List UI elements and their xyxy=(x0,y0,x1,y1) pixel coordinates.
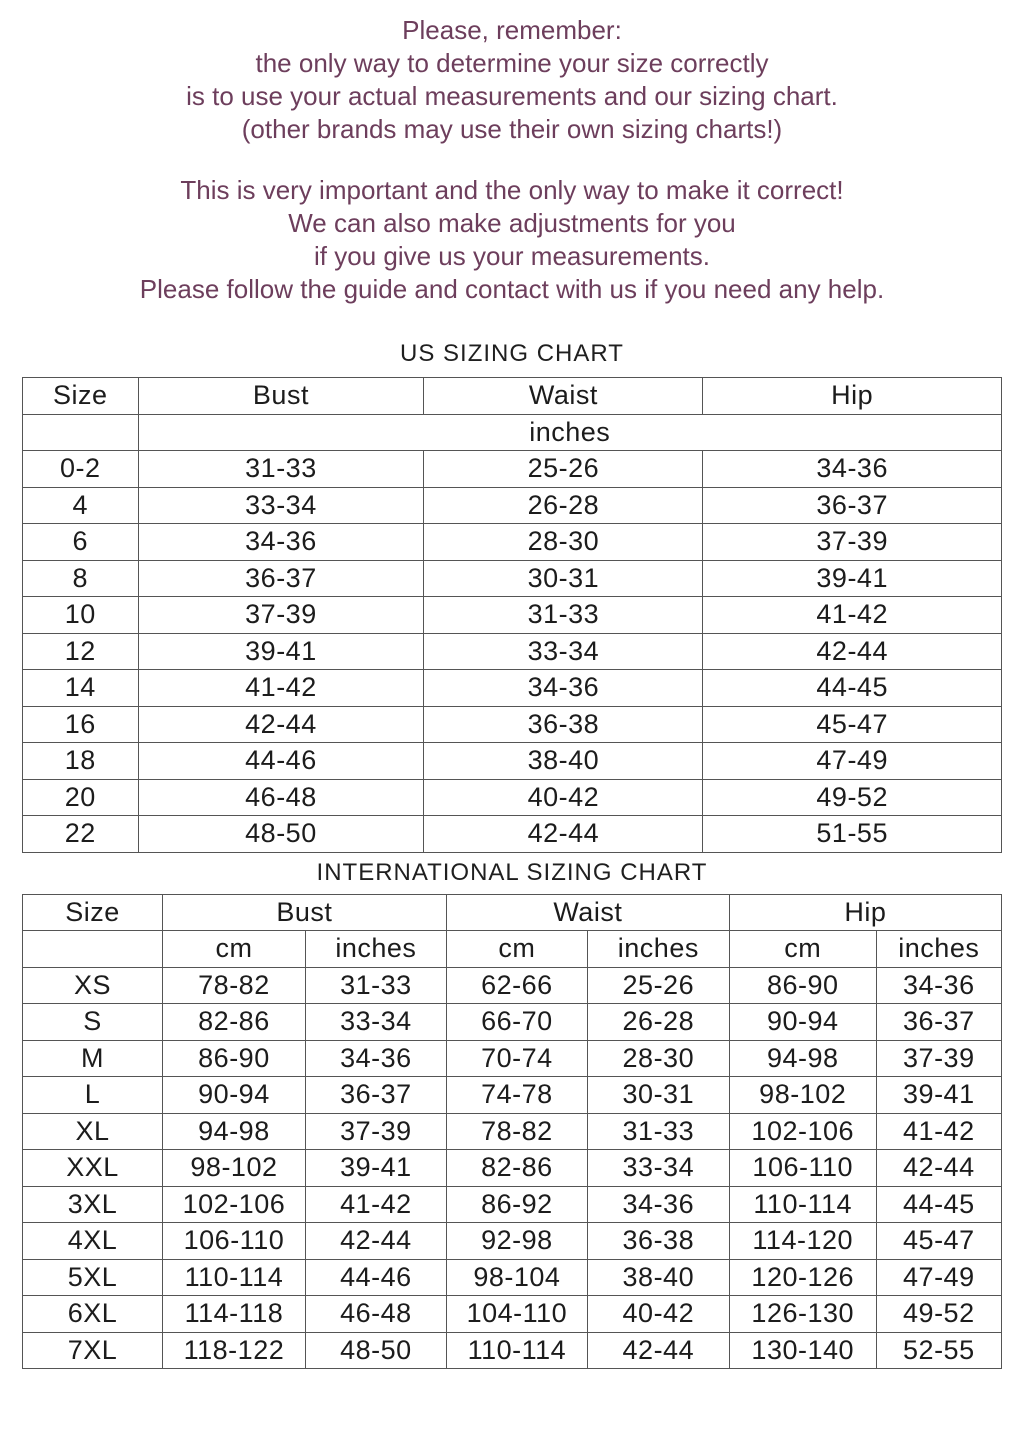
measurement-cell: 31-33 xyxy=(138,451,424,488)
measurement-cell: 70-74 xyxy=(446,1040,587,1077)
empty-cell xyxy=(23,931,163,968)
size-cell: XXL xyxy=(23,1150,163,1187)
measurement-cell: 49-52 xyxy=(703,779,1002,816)
measurement-cell: 78-82 xyxy=(446,1113,587,1150)
measurement-cell: 42-44 xyxy=(876,1150,1001,1187)
measurement-cell: 82-86 xyxy=(446,1150,587,1187)
size-cell: 20 xyxy=(23,779,139,816)
empty-cell xyxy=(23,414,139,451)
measurement-cell: 33-34 xyxy=(305,1004,446,1041)
measurement-cell: 86-90 xyxy=(162,1040,305,1077)
size-cell: 8 xyxy=(23,560,139,597)
measurement-cell: 34-36 xyxy=(876,967,1001,1004)
size-cell: 7XL xyxy=(23,1332,163,1369)
measurement-cell: 98-102 xyxy=(162,1150,305,1187)
measurement-cell: 30-31 xyxy=(587,1077,729,1114)
measurement-cell: 37-39 xyxy=(703,524,1002,561)
measurement-cell: 106-110 xyxy=(162,1223,305,1260)
measurement-cell: 42-44 xyxy=(424,816,703,853)
measurement-cell: 90-94 xyxy=(162,1077,305,1114)
measurement-cell: 41-42 xyxy=(703,597,1002,634)
table-row xyxy=(23,967,1002,1004)
measurement-cell: 28-30 xyxy=(587,1040,729,1077)
measurement-cell: 37-39 xyxy=(876,1040,1001,1077)
units-cell-hip-inches: inches xyxy=(876,931,1001,968)
measurement-cell: 26-28 xyxy=(587,1004,729,1041)
measurement-cell: 114-120 xyxy=(729,1223,876,1260)
size-cell: 6 xyxy=(23,524,139,561)
size-cell: 16 xyxy=(23,706,139,743)
intro-line: We can also make adjustments for you xyxy=(288,208,736,238)
table-row xyxy=(23,1150,1002,1187)
size-cell: 6XL xyxy=(23,1296,163,1333)
measurement-cell: 46-48 xyxy=(305,1296,446,1333)
measurement-cell: 36-37 xyxy=(876,1004,1001,1041)
size-cell: 14 xyxy=(23,670,139,707)
measurement-cell: 40-42 xyxy=(587,1296,729,1333)
measurement-cell: 51-55 xyxy=(703,816,1002,853)
measurement-cell: 45-47 xyxy=(703,706,1002,743)
measurement-cell: 41-42 xyxy=(305,1186,446,1223)
intro-line: Please follow the guide and contact with us if you need any help. xyxy=(139,274,885,304)
size-cell: M xyxy=(23,1040,163,1077)
measurement-cell: 39-41 xyxy=(138,633,424,670)
measurement-cell: 36-38 xyxy=(587,1223,729,1260)
measurement-cell: 36-38 xyxy=(424,706,703,743)
size-cell: 10 xyxy=(23,597,139,634)
intro-line: the only way to determine your size correctly xyxy=(255,48,769,78)
table-row xyxy=(23,706,1002,743)
measurement-cell: 42-44 xyxy=(587,1332,729,1369)
measurement-cell: 34-36 xyxy=(424,670,703,707)
measurement-cell: 33-34 xyxy=(138,487,424,524)
measurement-cell: 94-98 xyxy=(162,1113,305,1150)
measurement-cell: 78-82 xyxy=(162,967,305,1004)
size-cell: 0-2 xyxy=(23,451,139,488)
measurement-cell: 62-66 xyxy=(446,967,587,1004)
intro-line: This is very important and the only way to make it correct! xyxy=(180,175,844,205)
measurement-cell: 98-104 xyxy=(446,1259,587,1296)
measurement-cell: 86-92 xyxy=(446,1186,587,1223)
measurement-cell: 74-78 xyxy=(446,1077,587,1114)
measurement-cell: 40-42 xyxy=(424,779,703,816)
measurement-cell: 42-44 xyxy=(138,706,424,743)
measurement-cell: 44-45 xyxy=(703,670,1002,707)
table-row xyxy=(23,451,1002,488)
measurement-cell: 48-50 xyxy=(305,1332,446,1369)
measurement-cell: 49-52 xyxy=(876,1296,1001,1333)
measurement-cell: 42-44 xyxy=(305,1223,446,1260)
international-sizing-table xyxy=(22,894,1002,1370)
measurement-cell: 42-44 xyxy=(703,633,1002,670)
us-units-row xyxy=(23,414,1002,451)
units-cell-waist-inches: inches xyxy=(587,931,729,968)
measurement-cell: 25-26 xyxy=(424,451,703,488)
size-cell: L xyxy=(23,1077,163,1114)
intro-text xyxy=(0,0,1024,306)
measurement-cell: 41-42 xyxy=(876,1113,1001,1150)
table-row xyxy=(23,743,1002,780)
size-cell: 4XL xyxy=(23,1223,163,1260)
measurement-cell: 114-118 xyxy=(162,1296,305,1333)
table-row xyxy=(23,1077,1002,1114)
column-header-size: Size xyxy=(23,378,139,415)
table-row xyxy=(23,670,1002,707)
measurement-cell: 34-36 xyxy=(587,1186,729,1223)
measurement-cell: 37-39 xyxy=(138,597,424,634)
column-header-bust: Bust xyxy=(162,894,446,931)
measurement-cell: 44-45 xyxy=(876,1186,1001,1223)
measurement-cell: 48-50 xyxy=(138,816,424,853)
measurement-cell: 110-114 xyxy=(446,1332,587,1369)
measurement-cell: 52-55 xyxy=(876,1332,1001,1369)
table-row xyxy=(23,487,1002,524)
table-row xyxy=(23,1186,1002,1223)
intro-line: is to use your actual measurements and our sizing chart. xyxy=(186,81,838,111)
us-sizing-table xyxy=(22,377,1002,853)
measurement-cell: 126-130 xyxy=(729,1296,876,1333)
measurement-cell: 102-106 xyxy=(162,1186,305,1223)
size-cell: 18 xyxy=(23,743,139,780)
measurement-cell: 39-41 xyxy=(876,1077,1001,1114)
table-row xyxy=(23,816,1002,853)
size-cell: 3XL xyxy=(23,1186,163,1223)
units-cell-bust-cm: cm xyxy=(162,931,305,968)
units-cell-waist-cm: cm xyxy=(446,931,587,968)
intro-block-1 xyxy=(0,14,1024,146)
measurement-cell: 86-90 xyxy=(729,967,876,1004)
measurement-cell: 36-37 xyxy=(703,487,1002,524)
size-cell: S xyxy=(23,1004,163,1041)
measurement-cell: 41-42 xyxy=(138,670,424,707)
intro-line: (other brands may use their own sizing charts!) xyxy=(241,114,783,144)
measurement-cell: 82-86 xyxy=(162,1004,305,1041)
column-header-waist: Waist xyxy=(424,378,703,415)
column-header-hip: Hip xyxy=(729,894,1001,931)
us-chart-title: US SIZING CHART xyxy=(400,340,624,367)
measurement-cell: 38-40 xyxy=(587,1259,729,1296)
column-header-bust: Bust xyxy=(138,378,424,415)
measurement-cell: 39-41 xyxy=(305,1150,446,1187)
table-row xyxy=(23,633,1002,670)
units-cell-bust-inches: inches xyxy=(305,931,446,968)
table-row xyxy=(23,597,1002,634)
units-cell-hip-cm: cm xyxy=(729,931,876,968)
measurement-cell: 110-114 xyxy=(729,1186,876,1223)
measurement-cell: 98-102 xyxy=(729,1077,876,1114)
measurement-cell: 44-46 xyxy=(138,743,424,780)
measurement-cell: 33-34 xyxy=(424,633,703,670)
table-row xyxy=(23,560,1002,597)
measurement-cell: 36-37 xyxy=(138,560,424,597)
measurement-cell: 25-26 xyxy=(587,967,729,1004)
table-row xyxy=(23,1223,1002,1260)
measurement-cell: 106-110 xyxy=(729,1150,876,1187)
measurement-cell: 36-37 xyxy=(305,1077,446,1114)
measurement-cell: 92-98 xyxy=(446,1223,587,1260)
measurement-cell: 45-47 xyxy=(876,1223,1001,1260)
measurement-cell: 118-122 xyxy=(162,1332,305,1369)
measurement-cell: 37-39 xyxy=(305,1113,446,1150)
intro-block-gap xyxy=(0,146,1024,174)
measurement-cell: 31-33 xyxy=(424,597,703,634)
column-header-size: Size xyxy=(23,894,163,931)
intl-header-row xyxy=(23,894,1002,931)
intl-units-row xyxy=(23,931,1002,968)
table-row xyxy=(23,1004,1002,1041)
measurement-cell: 104-110 xyxy=(446,1296,587,1333)
measurement-cell: 26-28 xyxy=(424,487,703,524)
measurement-cell: 28-30 xyxy=(424,524,703,561)
units-cell: inches xyxy=(138,414,1001,451)
size-cell: 4 xyxy=(23,487,139,524)
intro-line: if you give us your measurements. xyxy=(314,241,710,271)
measurement-cell: 110-114 xyxy=(162,1259,305,1296)
measurement-cell: 38-40 xyxy=(424,743,703,780)
measurement-cell: 31-33 xyxy=(305,967,446,1004)
measurement-cell: 34-36 xyxy=(138,524,424,561)
measurement-cell: 39-41 xyxy=(703,560,1002,597)
measurement-cell: 46-48 xyxy=(138,779,424,816)
size-cell: XL xyxy=(23,1113,163,1150)
measurement-cell: 30-31 xyxy=(424,560,703,597)
table-row xyxy=(23,1296,1002,1333)
size-cell: 22 xyxy=(23,816,139,853)
table-row xyxy=(23,1040,1002,1077)
size-cell: XS xyxy=(23,967,163,1004)
table-row xyxy=(23,1259,1002,1296)
us-header-row xyxy=(23,378,1002,415)
measurement-cell: 47-49 xyxy=(876,1259,1001,1296)
intro-line: Please, remember: xyxy=(402,15,622,45)
measurement-cell: 34-36 xyxy=(703,451,1002,488)
size-cell: 12 xyxy=(23,633,139,670)
intro-block-2 xyxy=(0,174,1024,306)
measurement-cell: 34-36 xyxy=(305,1040,446,1077)
measurement-cell: 44-46 xyxy=(305,1259,446,1296)
measurement-cell: 130-140 xyxy=(729,1332,876,1369)
table-row xyxy=(23,779,1002,816)
measurement-cell: 102-106 xyxy=(729,1113,876,1150)
size-cell: 5XL xyxy=(23,1259,163,1296)
column-header-hip: Hip xyxy=(703,378,1002,415)
measurement-cell: 47-49 xyxy=(703,743,1002,780)
table-row xyxy=(23,1332,1002,1369)
measurement-cell: 33-34 xyxy=(587,1150,729,1187)
measurement-cell: 94-98 xyxy=(729,1040,876,1077)
table-row xyxy=(23,524,1002,561)
table-row xyxy=(23,1113,1002,1150)
measurement-cell: 66-70 xyxy=(446,1004,587,1041)
international-chart-title: INTERNATIONAL SIZING CHART xyxy=(316,858,708,886)
measurement-cell: 31-33 xyxy=(587,1113,729,1150)
measurement-cell: 120-126 xyxy=(729,1259,876,1296)
measurement-cell: 90-94 xyxy=(729,1004,876,1041)
column-header-waist: Waist xyxy=(446,894,729,931)
